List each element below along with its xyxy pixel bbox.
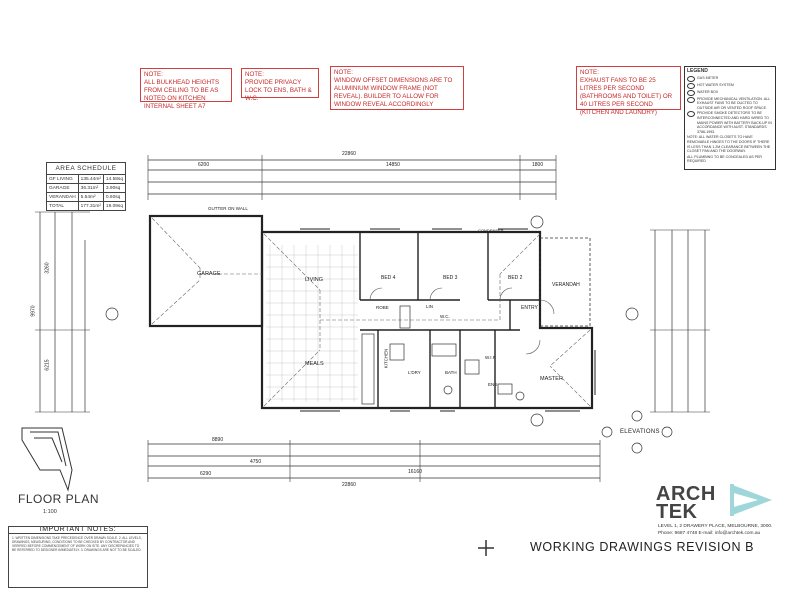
important-notes-body: 1. WRITTEN DIMENSIONS TAKE PRECEDENCE OVER DRAWN SCALE. 2. ALL LEVELS, DRAWINGS, MEASURING, CONDITIONS TO BE CHECKED BY CONTRACTOR AND VERIFIED BEFORE COMMENCEMENT OF WORK ON SITE. ANY DISCREPANCIES TO BE REFERRED TO DESIGNER IMMEDIATELY. 3. DRAWINGS ARE NOT TO BE SCALED. — [12, 536, 142, 552]
dimension-text: 4750 — [250, 459, 262, 465]
room-label-kitchen: KITCHEN — [383, 348, 389, 369]
gutter-label: GUTTER ON WALL — [208, 206, 248, 211]
note-exhaust-fans: NOTE: EXHAUST FANS TO BE 25 LITRES PER SECOND (BATHROOMS AND TOILET) OR 40 LITRES PER SECOND (KITCHEN AND LAUNDRY) — [576, 66, 681, 110]
drawing-title: WORKING DRAWINGS REVISION B — [530, 540, 755, 554]
note-bulkhead: NOTE: ALL BULKHEAD HEIGHTS FROM CEILING TO BE AS NOTED ON KITCHEN INTERNAL SHEET A7 — [140, 68, 232, 102]
dimension-text: 14850 — [386, 162, 400, 168]
room-label-bed2: BED 2 — [508, 275, 523, 281]
room-label-verandah: VERANDAH — [552, 282, 580, 288]
dimension-text: 9970 — [30, 305, 37, 317]
room-label-wir: W.I.R — [485, 355, 496, 360]
room-label-entry: ENTRY — [521, 305, 538, 311]
shower — [465, 360, 479, 374]
floor-plan-title: FLOOR PLAN — [18, 492, 100, 506]
room-label-master: MASTER — [540, 376, 563, 382]
dimension-text: 6200 — [198, 162, 210, 168]
room-label-lin: LIN — [426, 304, 434, 309]
legend-item: PROVIDE MECHANICAL VENTILATION. ALL EXHAUST FANS TO BE DUCTED TO OUTSIDE AIR OR VENTED ROOF SPACE. — [697, 96, 770, 110]
legend-item: GAS METER — [697, 75, 719, 80]
area-name: GF LIVING — [47, 175, 79, 184]
area-name: TOTAL — [47, 202, 79, 211]
dimension-text: 1800 — [532, 162, 544, 168]
elevation-marker-icon — [531, 414, 543, 426]
room-label-garage: GARAGE — [197, 271, 221, 277]
area-name: VERANDAH — [47, 193, 79, 202]
door-swing-bed3 — [430, 288, 442, 300]
important-notes-title: IMPORTANT NOTES: — [9, 528, 147, 534]
area-name: GARAGE — [47, 184, 79, 193]
ens-toilet-icon — [516, 392, 524, 400]
floor-tile-grid — [266, 245, 358, 402]
roof-lines — [152, 218, 590, 406]
company-address — [658, 523, 772, 537]
logo-graphic — [730, 484, 772, 516]
note-window-offset: NOTE: WINDOW OFFSET DIMENSIONS ARE TO ALUMINIUM WINDOW FRAME (NOT REVEAL). BUILDER TO ALLOW FOR WINDOW REVEAL ACCORDINGLY — [330, 66, 464, 110]
linen-shelves — [400, 306, 410, 328]
area-schedule-title: AREA SCHEDULE — [47, 163, 126, 175]
legend-item: HOT WATER SYSTEM — [697, 82, 734, 87]
toilet-icon — [444, 386, 452, 394]
room-label-bath: BATH — [445, 370, 457, 375]
room-label-ldry: L'DRY — [408, 370, 421, 375]
area-m2: 177.31m² — [78, 202, 103, 211]
elevations-label: ELEVATIONS — [620, 429, 660, 435]
note-privacy-lock: NOTE: PROVIDE PRIVACY LOCK TO ENS, BATH & W.C. — [241, 68, 319, 98]
room-label-wc: W.C. — [440, 314, 450, 319]
logo-text-tek: TEK — [656, 501, 698, 523]
room-label-robe: ROBE — [376, 305, 389, 310]
legend-item: ALL PLUMBING TO BE CONCEALED AS PER REQUIRED — [687, 154, 763, 164]
legend-item: WATER BOX — [697, 89, 719, 94]
room-label-living: LIVING — [305, 277, 324, 283]
kitchen-island — [390, 344, 404, 360]
door-swing-master — [526, 340, 540, 354]
elevation-key-icon — [632, 443, 642, 453]
door-swing-entry — [540, 300, 554, 314]
floor-plan-scale: 1:100 — [43, 509, 57, 515]
legend-item: NOTE: ALL WATER CLOSETS TO HAVE REMOVABLE HINGES TO THE DOORS IF THERE IS LESS THAN 1.2M CLEARANCE BETWEEN THE CLOSET PAN AND THE DOORWAY. — [687, 135, 771, 154]
elevation-key-icon — [632, 411, 642, 421]
area-sq: 14.58sq — [103, 175, 125, 184]
dimension-text: 8890 — [212, 437, 224, 443]
kitchen-bench — [362, 334, 374, 404]
dimension-text: 22860 — [342, 151, 356, 157]
door-swing-bed2 — [500, 288, 512, 300]
door-swing-bed4 — [370, 288, 382, 300]
bath-tub — [432, 344, 456, 356]
north-arrow-icon — [22, 428, 72, 490]
elevation-marker-icon — [531, 216, 543, 228]
elevation-marker-icon — [626, 308, 638, 320]
dimension-text: 3260 — [44, 262, 51, 274]
compass-icon — [478, 540, 494, 556]
room-label-bed3: BED 3 — [443, 275, 458, 281]
elevation-key-icon — [662, 427, 672, 437]
address-line: LEVEL 1, 2 DRAWERY PLACE, MELBOURNE, 3000. — [658, 524, 773, 529]
area-sq: 19.09sq — [103, 202, 125, 211]
legend-item: PROVIDE SMOKE DETECTORS TO BE INTERCONNECTED AND HARD WIRED TO MAINS POWER WITH BATTERY BACK-UP IN ACCORDANCE WITH AUST. STANDARDS 3786-1993. — [697, 111, 772, 134]
dimension-text: 6290 — [200, 471, 212, 477]
ens-vanity — [498, 384, 512, 394]
dimension-text: 16160 — [408, 469, 422, 475]
area-m2: 36.31m² — [78, 184, 103, 193]
area-m2: 135.44m² — [78, 175, 103, 184]
contact-line: Phone: 9687 4748 E-mail: info@archtek.com.au — [658, 531, 761, 536]
area-sq: 0.60sq — [103, 193, 125, 202]
elevation-marker-icon — [106, 308, 118, 320]
dimension-text: 6215 — [44, 359, 51, 371]
dimension-text: 22860 — [342, 482, 356, 488]
area-sq: 3.90sq — [103, 184, 125, 193]
room-label-ens: ENS — [488, 382, 498, 387]
important-notes — [8, 526, 148, 588]
room-label-meals: MEALS — [305, 361, 324, 367]
room-label-bed4: BED 4 — [381, 275, 396, 281]
logo-text-arch: ARCH — [656, 483, 716, 505]
condenser-label: CONDENSER — [478, 228, 504, 233]
elevation-key-icon — [602, 427, 612, 437]
area-m2: 5.54m² — [78, 193, 103, 202]
legend-title: LEGEND — [687, 68, 708, 74]
